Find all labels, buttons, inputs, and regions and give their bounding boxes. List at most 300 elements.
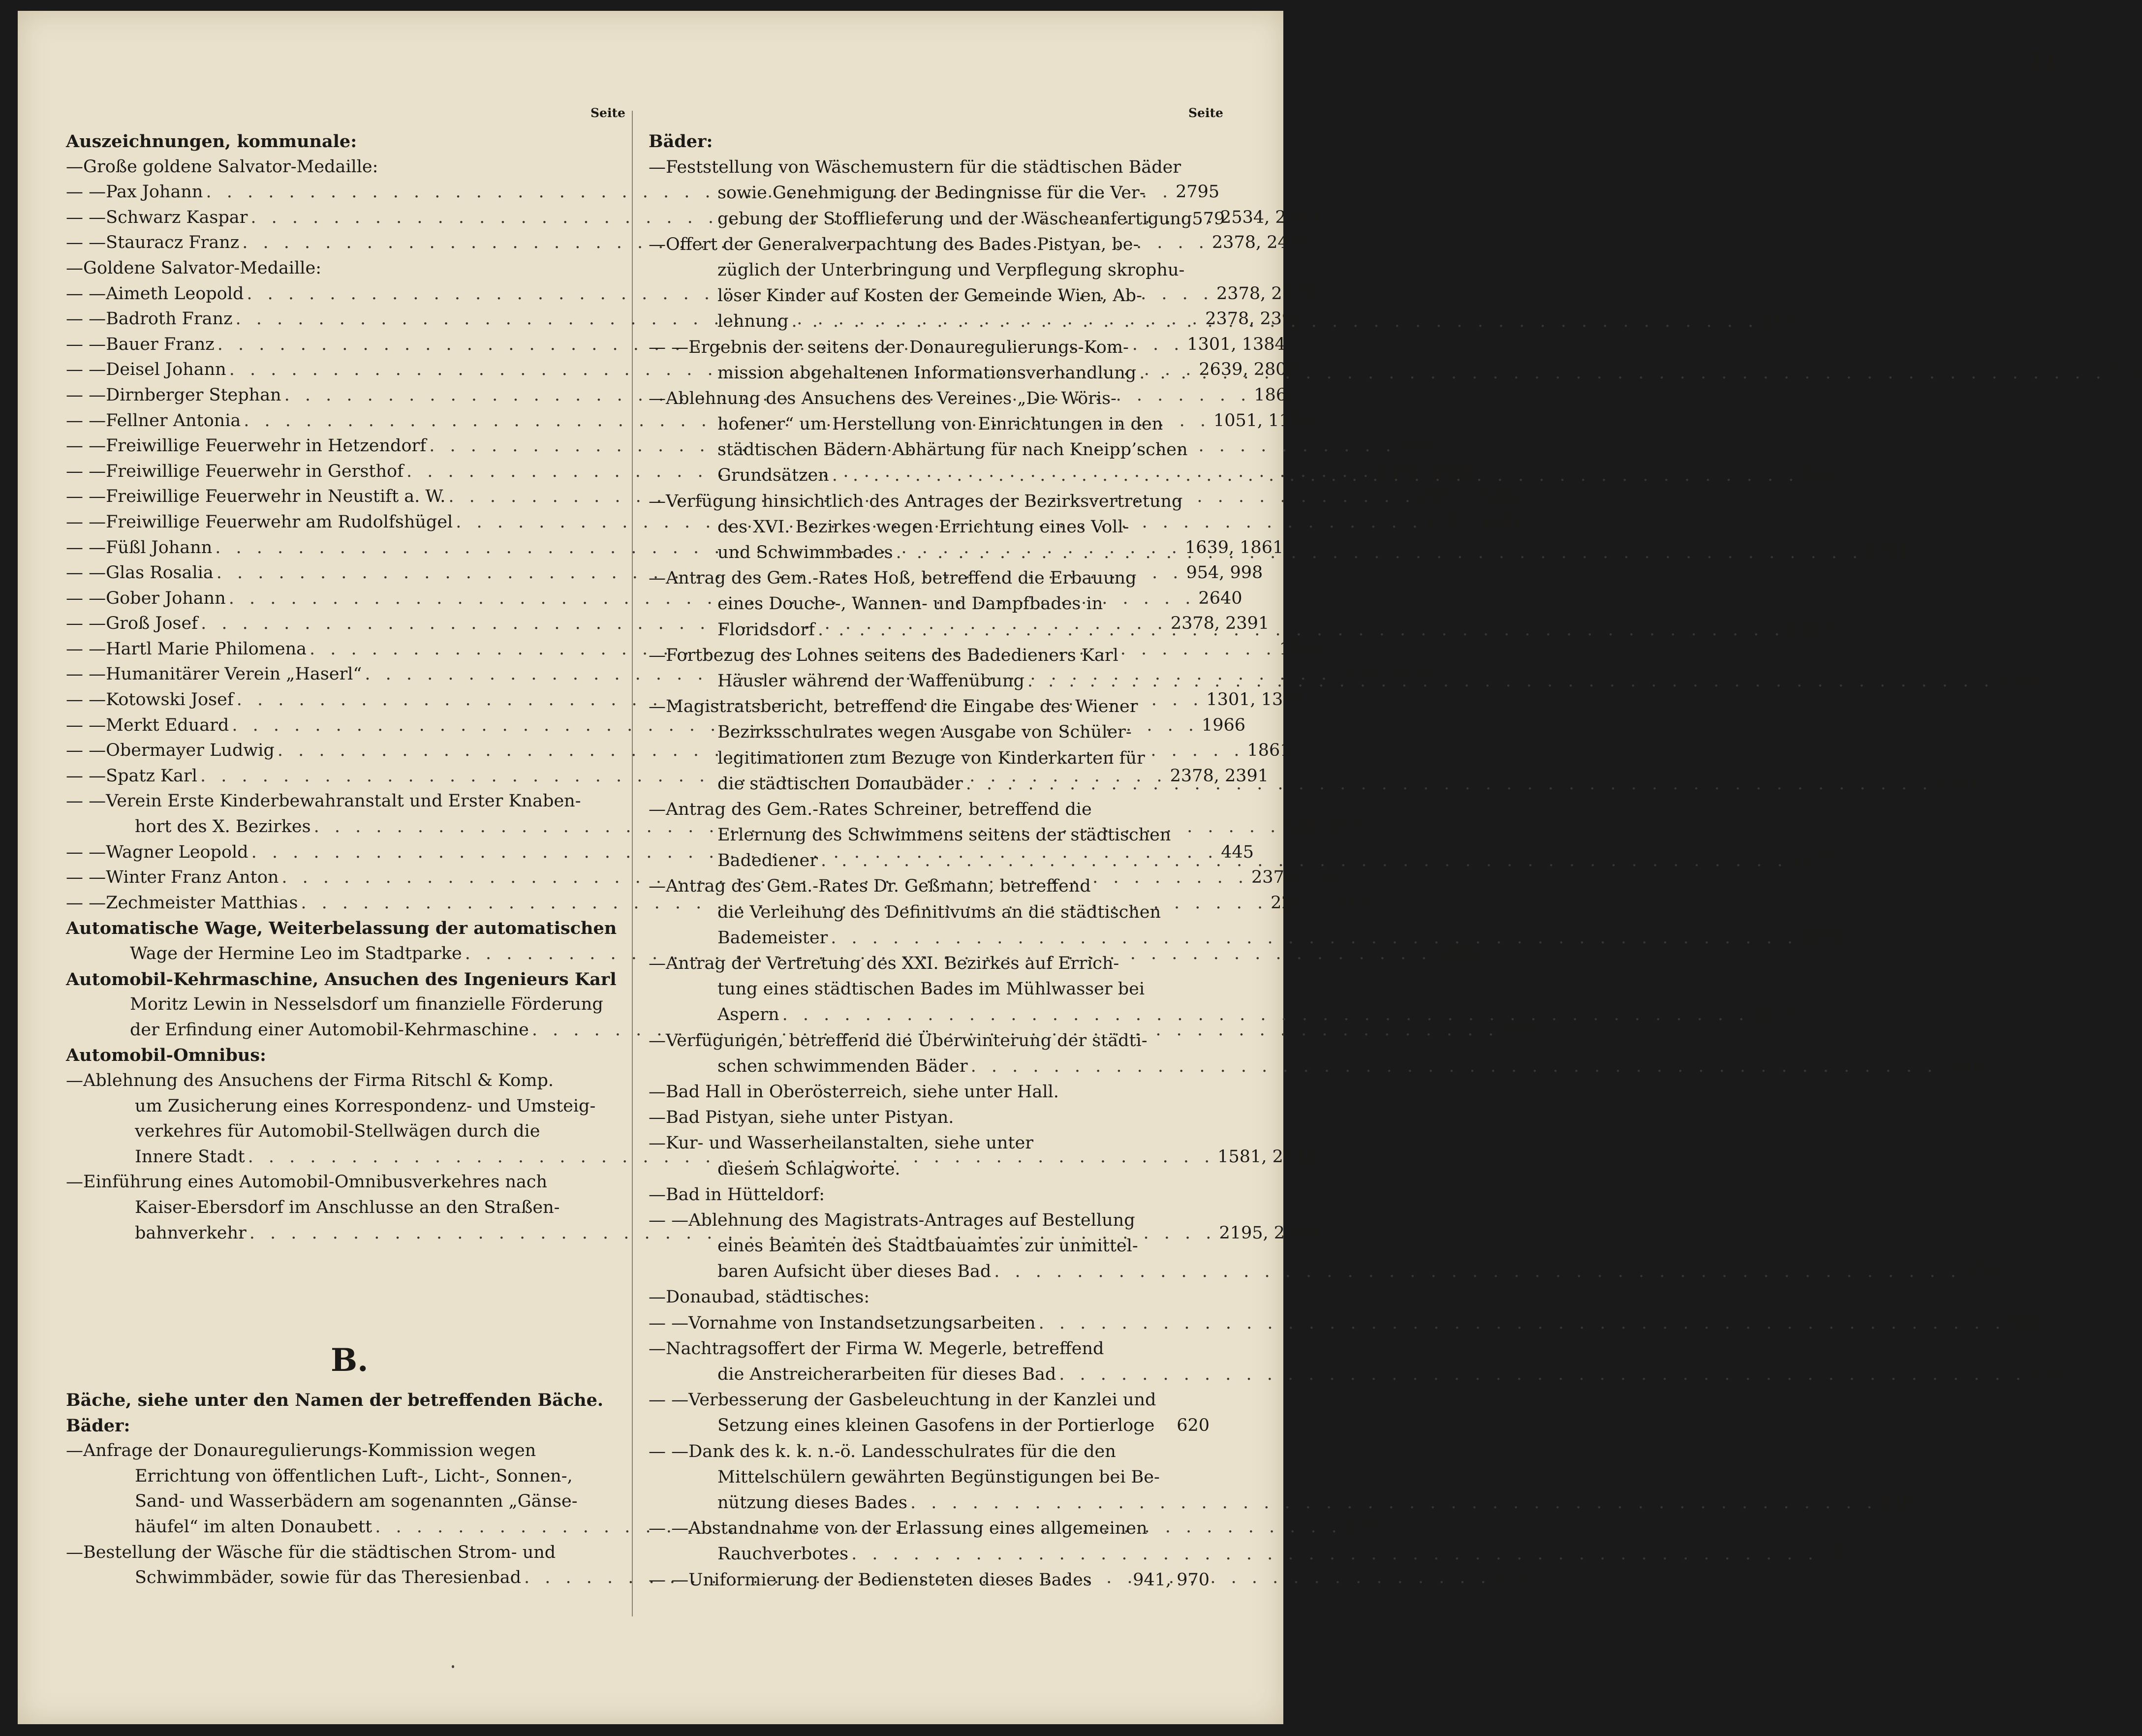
entry-page-reference: 2076 [1800,928,1845,948]
entry-text: Freiwillige Feuerwehr in Hetzendorf [106,436,427,456]
index-entry-line [649,1413,1210,1438]
index-entry-line [649,180,1210,206]
index-entry-line [66,967,624,992]
entry-page-reference: 2639, 2826 [1335,664,1433,684]
entry-text: mission abgehaltenen Informationsverhandlung [717,363,1137,383]
entry-text: Mittelschülern gewährten Begünstigungen bei Be- [717,1467,1160,1487]
entry-dash: — — [66,182,106,202]
index-entry-line [649,745,1210,771]
entry-text: Kotowski Josef [106,690,234,710]
index-entry-line [649,976,1210,1002]
entry-dash: — [649,568,666,589]
entry-text: Bad in Hütteldorf: [666,1184,825,1205]
index-entry-line [649,514,1210,540]
entry-text: nützung dieses Bades [717,1492,907,1513]
entry-dash: — [649,157,666,178]
index-entry-line [66,1119,624,1145]
entry-dash: — [66,156,83,177]
column-header-seite-right: Seite [1188,106,1223,120]
index-entry-line [66,916,624,941]
entry-page-reference: 337 [1344,1517,1378,1537]
entry-page-reference: 2639, 2802 [1199,360,1298,380]
entry-page-reference: 1551 [1935,774,1980,794]
entry-text: Innere Stadt [135,1147,245,1167]
entry-dash: — [649,1030,666,1051]
entry-dash: — [649,1338,666,1359]
entry-text: Füßl Johann [106,537,213,558]
entry-dash: — — [66,791,106,811]
entry-page-reference: 1304 [1997,671,2041,691]
index-entry-line [649,1054,1985,1079]
dot-leader [818,617,1785,643]
entry-text: Nachtragsoffert der Firma W. Megerle, betreffend [666,1338,1104,1359]
entry-text: des XVI. Bezirkes wegen Errichtung eines Voll- [717,517,1129,537]
entry-text: und Schwimmbades [717,543,893,562]
entry-text: Automobil-Kehrmaschine, Ansuchen des Ingenieurs Karl [66,969,617,990]
index-entry-line [649,129,1210,155]
index-entry-line [66,1043,624,1068]
entry-page-reference: 2471, 2568 [1418,487,1517,507]
entry-text: Stauracz Franz [106,233,240,253]
entry-text: züglich der Unterbringung und Verpflegung skrophu- [717,260,1185,280]
entry-dash: — [66,1441,83,1461]
entry-text: Ablehnung des Ansuchens des Vereines „Die Wöris- [666,388,1117,408]
entry-dash: — — [649,1313,689,1333]
entry-text: Schwarz Kaspar [106,207,248,227]
index-entry-line [649,1233,1210,1259]
entry-dash: — — [66,588,106,608]
entry-page-reference: 719 [2109,363,2142,383]
entry-text: Pax Johann [106,182,203,202]
index-entry-line [649,822,1210,848]
entry-page-reference: 2195, 2289 [1219,1223,1318,1243]
entry-page-reference: 787 [1821,1544,1854,1564]
entry-page-reference: 620 [2028,1364,2062,1384]
entry-text: Große goldene Salvator-Medaille: [83,156,378,177]
entry-text: Glas Rosalia [106,563,214,583]
index-entry-line [649,1028,1210,1054]
entry-text: Wage der Hermine Leo im Stadtparke [130,944,462,963]
entry-page-reference: 1721, 1861 [1425,512,1524,532]
column-header-seite-left: Seite [590,106,625,120]
entry-dash: — — [66,512,106,532]
entry-page-reference: 2378, 2391 [1170,766,1269,786]
index-entry-line [649,1541,1854,1567]
index-entry-line [66,1068,624,1094]
entry-page-reference: 1861 [1398,436,1443,456]
entry-text: hort des X. Bezirkes [135,817,311,837]
entry-text: Goldene Salvator-Medaille: [83,258,322,278]
entry-dash: — — [649,1441,689,1461]
index-entry-line [649,797,1210,822]
index-entry-line [649,1387,1210,1413]
entry-text: Bäche, siehe unter den Namen der betreffenden Bäche. [66,1390,604,1410]
entry-text: Sand- und Wasserbädern am sogenannten „Gänse- [135,1491,578,1512]
entry-text: Bezirksschulrates wegen Ausgabe von Schüler- [717,722,1132,743]
index-entry-line [66,1388,624,1413]
index-entry-line [66,155,624,180]
entry-dash: — — [66,842,106,862]
entry-text: Zechmeister Matthias [106,893,298,913]
entry-text: Freiwillige Feuerwehr am Rudolfshügel [106,512,453,532]
entry-text: Verbesserung der Gasbeleuchtung in der Kanzlei und [688,1390,1156,1410]
entry-dash: — [649,388,666,408]
entry-dash: — — [66,461,106,481]
entry-dash: — [66,1542,83,1562]
index-entry-line [649,411,1210,437]
entry-text: städtischen Bädern Abhärtung für nach Kneipp’schen [717,440,1188,460]
entry-dash: — [649,876,666,897]
index-entry-line [66,129,624,155]
index-entry-line [649,257,1210,283]
index-entry-line [649,643,1210,668]
entry-dash: — [649,1287,666,1307]
index-entry-line [649,1362,2062,1387]
entry-text: Schwimmbäder, sowie für das Theresienbad [135,1568,522,1588]
entry-dash: — [649,1108,666,1128]
entry-text: Bäder: [66,1415,130,1436]
entry-text: Deisel Johann [106,360,226,380]
entry-page-reference: 548, 617 [1283,817,1361,837]
entry-page-reference: 598 [2008,1313,2042,1333]
entry-text: Kur- und Wasserheilanstalten, siehe unter [666,1133,1033,1153]
entry-page-reference: 615 [1761,311,1794,332]
entry-text: Vornahme von Instandsetzungsarbeiten [688,1313,1036,1333]
entry-text: Magistratsbericht, betreffend die Eingabe des Wiener [666,697,1138,717]
entry-text: Ablehnung des Ansuchens der Firma Ritschl & Komp. [83,1070,554,1090]
entry-text: Bestellung der Wäsche für die städtischen Strom- und [83,1542,556,1562]
index-entry-line [649,1182,1210,1208]
entry-dash: — [649,645,666,665]
entry-text: Häusler während der Waffenübung [717,671,1024,691]
entry-text: Auszeichnungen, kommunale: [66,131,357,152]
entry-page-reference: 2267, 2312 [1271,893,1369,913]
entry-page-reference: 645 [1880,1492,1913,1513]
index-entry-line [649,1490,1913,1516]
entry-text: Antrag des Gem.-Rates Hoß, betreffend die Erbauung [666,568,1137,589]
entry-text: Dirnberger Stephan [106,385,281,405]
index-entry-line [66,1094,624,1119]
entry-dash: — — [66,385,106,405]
dot-leader [1039,1310,2006,1336]
entry-text: tung eines städtischen Bades im Mühlwasser bei [717,979,1145,999]
entry-dash: — — [66,309,106,329]
entry-text: Ergebnis der seitens der Donauregulierungs-Kom- [688,337,1129,357]
entry-text: Fortbezug des Lohnes seitens des Badedieners Karl [666,645,1118,665]
entry-text: legitimationen zum Bezuge von Kinderkarten für [717,748,1145,768]
entry-text: Offert der Generalverpachtung des Bades Pistyan, be- [666,234,1139,254]
index-entry-line [66,789,624,814]
entry-text: Errichtung von öffentlichen Luft-, Licht-, Sonnen-, [135,1466,573,1486]
dot-leader [831,925,1798,951]
index-entry-line [66,256,624,281]
index-entry-line [649,206,1225,232]
entry-text: Freiwillige Feuerwehr in Neustift a. W. [106,487,446,507]
index-entry-line [649,1079,1210,1105]
entry-dash: — — [66,715,106,735]
index-entry-line [649,899,1210,925]
entry-dash: — — [66,893,106,913]
entry-text: Humanitärer Verein „Haserl“ [106,664,362,684]
index-entry-line [66,1540,624,1566]
index-entry-line [66,1438,624,1464]
entry-dash: — — [66,766,106,786]
index-entry-line [649,1516,1210,1541]
entry-page-reference: 1221 [1865,543,1910,562]
entry-text: Badediener [717,851,818,871]
entry-text: Donaubad, städtisches: [666,1287,870,1307]
entry-page-reference: 1051, 1180 [1213,410,1312,431]
entry-text: Spatz Karl [106,766,197,786]
entry-dash: — [649,491,666,511]
entry-page-reference: 1861 [1254,385,1298,405]
entry-page-reference: 574 [1493,1568,1527,1588]
entry-text: lehnung [717,311,789,332]
index-entry-line [649,1130,1210,1156]
dot-leader [821,848,1788,873]
index-entry-line [649,1284,1210,1310]
entry-text: Wagner Leopold [106,842,248,862]
entry-text: Uniformierung der Bediensteten dieses Bades [688,1570,1092,1590]
entry-dash: — — [66,537,106,558]
entry-page-reference: 2534, 2593 [1220,207,1319,227]
entry-page-reference: 2417 [1752,1005,1796,1025]
paper-speck [452,1665,454,1668]
dot-leader [1059,1362,2026,1387]
entry-text: gebung der Stofflieferung und der Wäscheanfertigung [717,209,1192,229]
index-entry-line [649,951,1210,976]
index-entry-line [66,1413,624,1439]
entry-page-reference: 1301, 1384 [1187,334,1286,354]
entry-page-reference: 2378, 2379 [1216,283,1315,304]
entry-dash: — [66,258,83,278]
entry-text: Verfügung hinsichtlich des Antrages der Bezirksvertretung [666,491,1183,511]
entry-text: Badroth Franz [106,309,233,329]
entry-text: eines Douche-, Wannen- und Dampfbades in [717,594,1103,614]
entry-dash: — [649,1082,666,1102]
entry-text: Hartl Marie Philomena [106,639,307,659]
index-entry-line [649,1439,1210,1464]
entry-text: Groß Josef [106,614,198,634]
entry-page-reference: 1606 [1434,944,1479,963]
entry-text: Aimeth Leopold [106,283,244,304]
entry-text: baren Aufsicht über dieses Bad [717,1262,992,1282]
entry-page-reference: 2795 [1176,182,1220,202]
index-entry-line [649,155,1210,180]
entry-dash: — — [66,334,106,354]
index-entry-line [649,1208,1210,1233]
entry-page-reference: 160 [1501,1020,1535,1040]
entry-dash: — — [66,690,106,710]
entry-text: Bauer Franz [106,334,215,354]
entry-text: häufel“ im alten Donaubett [135,1517,373,1537]
entry-dash: — — [649,1210,689,1230]
entry-text: sowie Genehmigung der Bedingnisse für die Ver- [717,183,1146,203]
index-entry-line [66,1170,624,1195]
entry-text: Abstandnahme von der Erlassung eines allgemeinen [688,1519,1148,1539]
index-entry-line [649,1310,2042,1336]
entry-text: Gober Johann [106,588,226,608]
index-entry-line [66,1195,624,1221]
entry-text: Antrag des Gem.-Rates Schreiner, betreffend die [666,799,1092,819]
dot-leader [851,1541,1818,1567]
dot-leader [791,309,1758,334]
entry-text: Automatische Wage, Weiterbelassung der automatischen [66,918,617,939]
entry-text: Automobil-Omnibus: [66,1045,266,1066]
entry-text: bahnverkehr [135,1223,247,1243]
entry-dash: — — [66,741,106,761]
entry-text: Setzung eines kleinen Gasofens in der Portierloge [717,1416,1155,1436]
entry-page-reference: 941, 970 [1133,1570,1210,1590]
entry-text: Obermayer Ludwig [106,741,275,761]
section-letter: B. [331,1342,369,1379]
entry-text: Grundsätzen [717,465,829,486]
entry-dash: — [66,1070,83,1090]
entry-page-reference: 2640 [1198,588,1242,608]
entry-text: die Anstreicherarbeiten für dieses Bad [717,1364,1056,1384]
entry-page-reference: 620 [1177,1416,1210,1436]
index-entry-line [649,386,1210,411]
entry-dash: — — [66,868,106,888]
entry-dash: — — [649,1519,689,1539]
index-entry-line [649,719,1210,745]
index-entry-line [649,925,1845,951]
entry-page-reference: 470 [1963,1262,1997,1282]
entry-page-reference: 1301, 1361 [1206,690,1305,710]
entry-dash: — — [66,487,106,507]
entry-page-reference: 1581, 2144 [1217,1147,1316,1167]
dot-leader [782,1002,1749,1027]
entry-text: Erlernung des Schwimmens seitens der städtischen [717,825,1171,845]
entry-page-reference: 1577 [1790,851,1834,871]
entry-page-reference: 2378, 2414 [1211,233,1311,253]
index-entry-line [649,1336,1210,1362]
entry-text: Antrag der Vertretung des XXI. Bezirkes auf Errich- [666,954,1119,973]
entry-page-reference: 2471, 2568 [1376,461,1475,481]
entry-text: um Zusicherung eines Korrespondenz- und Umsteig- [135,1096,596,1116]
index-entry-line [649,1105,1210,1130]
entry-dash: — — [66,233,106,253]
index-entry-line [66,1489,624,1515]
entry-dash: — — [66,207,106,227]
entry-text: diesem Schlagworte. [717,1159,900,1179]
entry-text: der Erfindung einer Automobil-Kehrmaschine [130,1020,529,1040]
entry-page-reference: 1861 [1279,639,1323,659]
index-entry-line [649,1464,1210,1490]
dot-leader [994,1259,1961,1284]
index-entry-line [649,694,1210,719]
entry-page-reference: 1267 [1787,620,1832,640]
entry-text: Feststellung von Wäschemustern für die städtischen Bäder [666,157,1181,178]
page-number: 21 [2026,48,2058,75]
entry-dash: — [649,954,666,973]
dot-leader [966,771,1933,797]
entry-text: Kaiser-Ebersdorf im Anschlusse an den Straßen- [135,1197,560,1217]
dot-leader [1027,668,1994,694]
entry-text: Bademeister [717,928,828,948]
entry-text: die Verleihung des Definitivums an die städtischen [717,902,1161,922]
entry-dash: — [649,799,666,819]
entry-page-reference: 1861 [1247,741,1291,761]
entry-text: Merkt Eduard [106,715,229,735]
entry-page-reference: 1639, 1861 [1184,537,1284,558]
entry-text: verkehres für Automobil-Stellwägen durch die [135,1121,540,1142]
entry-page-reference: 2546 [1940,1056,1985,1076]
index-entry-line [649,437,1210,463]
entry-dash: — — [66,436,106,456]
index-entry-line [649,335,1210,360]
entry-dash: — — [66,283,106,304]
index-entry-line [649,591,1210,617]
entry-text: Aspern [717,1005,779,1025]
entry-text: Einführung eines Automobil-Omnibusverkehres nach [83,1172,548,1192]
entry-dash: — — [66,360,106,380]
entry-text: Moritz Lewin in Nesselsdorf um finanzielle Förderung [130,994,603,1015]
entry-text: Floridsdorf [717,620,815,640]
entry-dash: — — [649,1570,689,1590]
dot-leader [832,463,1799,488]
index-entry-line [649,1567,1210,1593]
entry-dash: — — [649,1390,689,1410]
index-entry-line [649,873,1210,899]
entry-text: hofener“ um Herstellung von Einrichtungen in den [717,414,1163,434]
entry-dash: — — [66,614,106,634]
entry-dash: — — [66,664,106,684]
entry-text: Bad Pistyan, siehe unter Pistyan. [666,1108,954,1128]
index-entry-line [649,1002,1796,1027]
entry-text: Rauchverbotes [717,1544,849,1564]
entry-page-reference: 1966 [1202,715,1246,735]
index-entry-line [66,992,624,1018]
index-entry-line [66,1464,624,1489]
entry-text: Winter Franz Anton [106,868,279,888]
entry-dash: — [649,234,666,254]
dot-leader [971,1054,1938,1079]
entry-dash: — — [649,337,689,357]
entry-dash: — — [66,639,106,659]
index-entry-line [649,565,1210,591]
entry-page-reference: 996 [1801,465,1835,486]
entry-dash: — [649,1133,666,1153]
index-entry-line [649,489,1210,514]
entry-text: löser Kinder auf Kosten der Gemeinde Wien, Ab- [717,286,1142,306]
entry-text: Bäder: [649,131,713,152]
dot-leader [896,540,1863,565]
index-entry-line [649,283,1210,309]
entry-text: Ablehnung des Magistrats-Antrages auf Bestellung [688,1210,1135,1230]
entry-dash: — [66,1172,83,1192]
entry-text: die städtischen Donaubäder [717,774,963,794]
entry-text: eines Beamten des Stadtbauamtes zur unmittel- [717,1236,1138,1256]
dot-leader [1139,360,2106,386]
entry-dash: — — [66,410,106,431]
entry-text: Verein Erste Kinderbewahranstalt und Erster Knaben- [106,791,581,811]
entry-text: Freiwillige Feuerwehr in Gersthof [106,461,404,481]
entry-page-reference: 445 [1221,842,1254,862]
entry-page-reference: 2378, 2391 [1251,868,1350,888]
index-entry-line [649,1156,1210,1182]
entry-page-reference: 954, 998 [1186,563,1263,583]
entry-dash: — — [66,563,106,583]
entry-text: Dank des k. k. n.-ö. Landesschulrates für die den [688,1441,1116,1461]
entry-dash: — [649,1184,666,1205]
entry-text: Anfrage der Donauregulierungs-Kommission wegen [83,1441,536,1461]
entry-text: Fellner Antonia [106,410,241,431]
index-entry-line [649,232,1210,257]
dot-leader [910,1490,1877,1516]
entry-page-reference: 2378, 2391 [1170,614,1270,634]
entry-text: Bad Hall in Oberösterreich, siehe unter Hall. [666,1082,1059,1102]
